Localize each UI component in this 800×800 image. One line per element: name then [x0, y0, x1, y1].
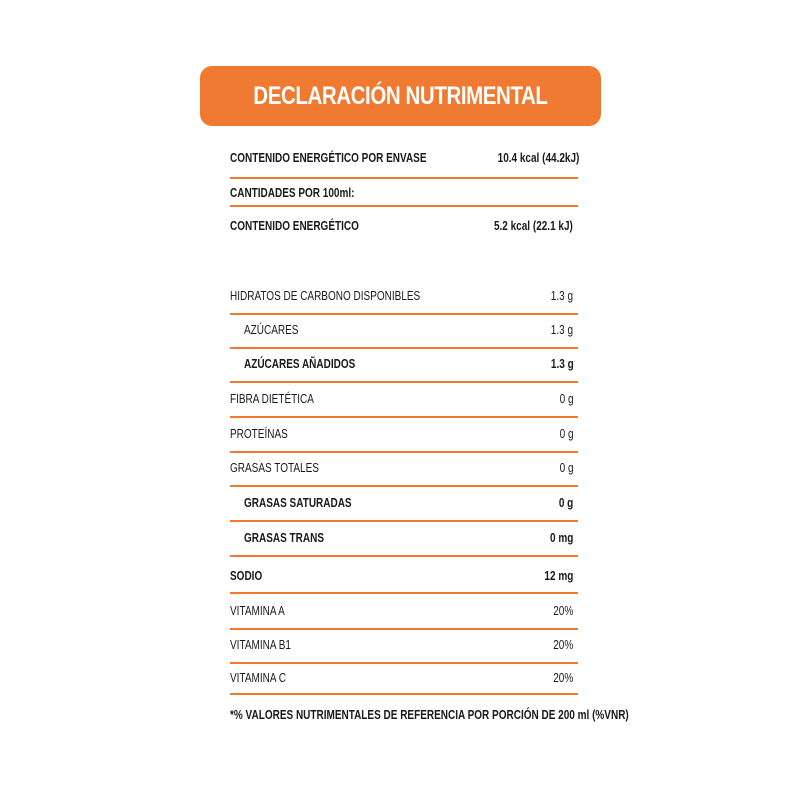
per-100ml-heading-row [230, 184, 578, 202]
nutrient-row [230, 494, 578, 512]
page-title: DECLARACIÓN NUTRIMENTAL [253, 81, 548, 110]
nutrient-label: HIDRATOS DE CARBONO DISPONIBLES [230, 289, 421, 303]
energy-per-package-row [230, 149, 578, 167]
nutrient-value: 0 mg [549, 531, 574, 545]
divider [230, 693, 578, 695]
nutrient-value: 12 mg [544, 569, 574, 583]
nutrient-row [230, 390, 578, 408]
nutrient-label: VITAMINA A [230, 604, 285, 618]
nutrient-row [230, 636, 578, 654]
energy-per-100ml-value: 5.2 kcal (22.1 kJ) [494, 219, 574, 233]
nutrient-value: 0 g [559, 392, 574, 406]
nutrient-row [230, 425, 578, 443]
nutrient-value: 0 g [558, 496, 574, 510]
divider [230, 205, 578, 207]
energy-per-package-label: CONTENIDO ENERGÉTICO POR ENVASE [230, 151, 427, 165]
nutrient-value: 1.3 g [550, 357, 574, 371]
nutrient-row [230, 321, 578, 339]
nutrient-value: 20% [553, 638, 574, 652]
divider [230, 520, 578, 522]
divider [230, 662, 578, 664]
divider [230, 485, 578, 487]
divider [230, 628, 578, 630]
energy-per-100ml-row [230, 217, 578, 235]
nutrient-label: GRASAS TOTALES [230, 461, 319, 475]
nutrient-value: 20% [553, 604, 574, 618]
nutrient-value: 1.3 g [550, 323, 574, 337]
nutrient-label: VITAMINA B1 [230, 638, 291, 652]
nutrient-value: 1.3 g [550, 289, 574, 303]
nutrient-label: VITAMINA C [230, 671, 286, 685]
nutrient-row [230, 669, 578, 687]
divider [230, 416, 578, 418]
nutrient-value: 0 g [559, 427, 574, 441]
divider [230, 347, 578, 349]
nutrient-label: AZÚCARES AÑADIDOS [244, 357, 356, 371]
nutrient-row [230, 602, 578, 620]
nutrient-label: GRASAS SATURADAS [244, 496, 352, 510]
divider [230, 555, 578, 557]
nutrient-label: GRASAS TRANS [244, 531, 325, 545]
nutrient-label: PROTEÍNAS [230, 427, 288, 441]
per-100ml-heading: CANTIDADES POR 100ml: [230, 186, 355, 200]
divider [230, 592, 578, 594]
divider [230, 381, 578, 383]
nutrient-value: 0 g [559, 461, 574, 475]
nutrient-row [230, 459, 578, 477]
divider [230, 177, 578, 179]
nutrient-row [230, 287, 578, 305]
nutrient-label: FIBRA DIETÉTICA [230, 392, 314, 406]
nutrient-row [230, 529, 578, 547]
nutrient-row [230, 355, 578, 373]
divider [230, 451, 578, 453]
nutrient-row [230, 567, 578, 585]
energy-per-package-value: 10.4 kcal (44.2kJ) [497, 151, 580, 165]
energy-per-100ml-label: CONTENIDO ENERGÉTICO [230, 219, 359, 233]
nutrient-label: AZÚCARES [244, 323, 299, 337]
footnote: *% VALORES NUTRIMENTALES DE REFERENCIA POR PORCIÓN DE 200 ml (%VNR) [230, 708, 629, 722]
divider [230, 313, 578, 315]
nutrient-value: 20% [553, 671, 574, 685]
title-banner [200, 66, 601, 126]
nutrient-label: SODIO [230, 569, 263, 583]
